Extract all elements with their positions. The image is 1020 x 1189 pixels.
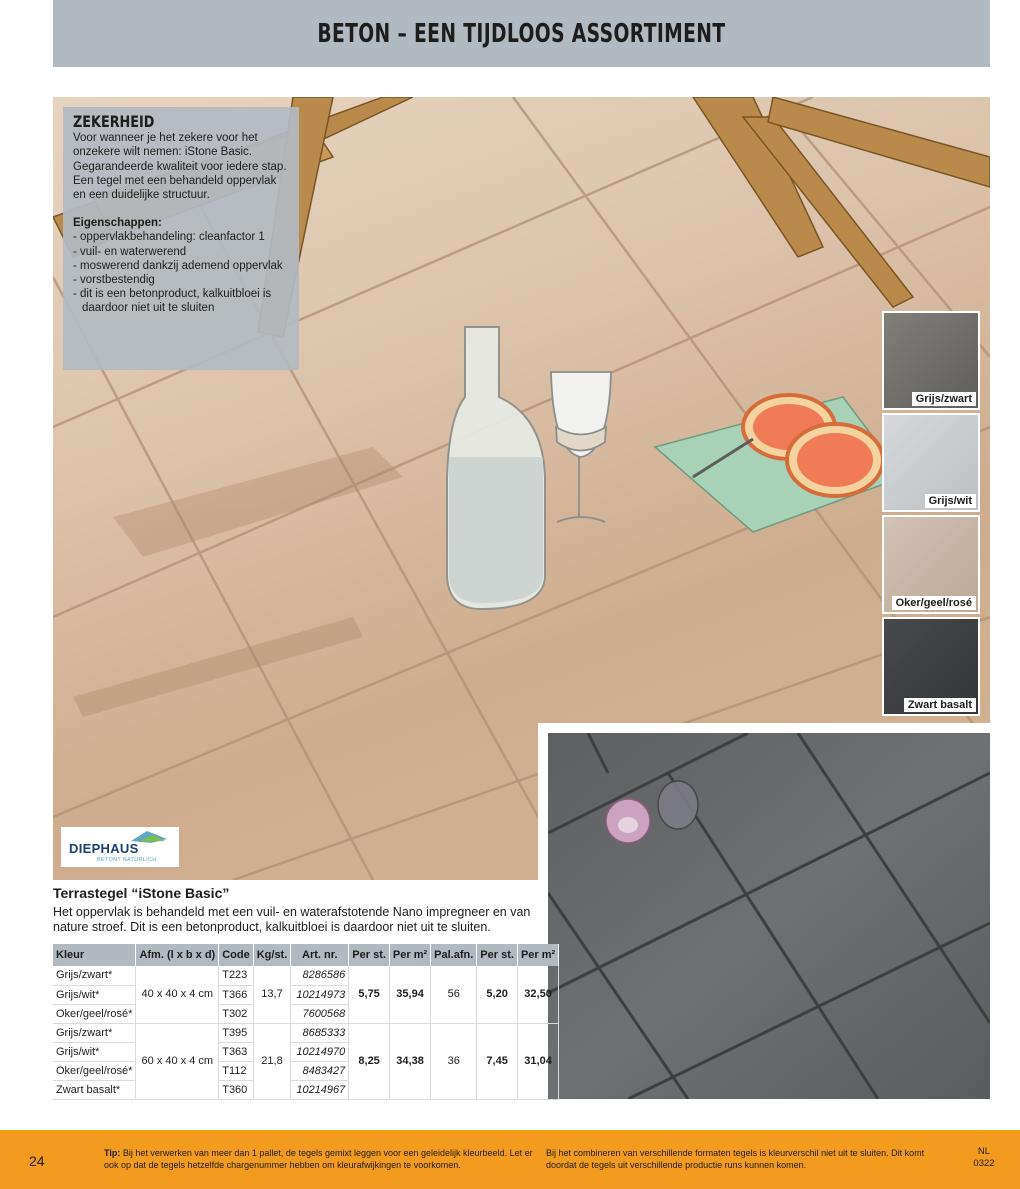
tip-text: Bij het verwerken van meer dan 1 pallet, de tegels gemixt leggen voor een geleidelijk kleurbeeld. Let er ook op dat de tegels hetzelfde chargenummer hebben om kleurafwijkingen te voorkomen. xyxy=(104,1148,533,1170)
price-table xyxy=(53,944,559,1100)
property-item: - vorstbestendig xyxy=(73,274,155,287)
cell-code: T360 xyxy=(219,1080,254,1099)
properties-title: Eigenschappen: xyxy=(73,217,162,230)
cell-artnr: 10214970 xyxy=(291,1042,349,1061)
cell-artnr: 10214967 xyxy=(291,1080,349,1099)
swatch-label: Oker/geel/rosé xyxy=(892,596,976,610)
cell-artnr: 8483427 xyxy=(291,1061,349,1080)
info-title: ZEKERHEID xyxy=(73,112,155,131)
tip-label: Tip: xyxy=(104,1148,121,1158)
page-title: BETON – EEN TIJDLOOS ASSORTIMENT xyxy=(317,18,726,49)
col-pal-afn: Pal.afn. xyxy=(431,944,477,966)
cell-pal-per-m2: 32,50 xyxy=(517,966,558,1023)
swatch-label: Grijs/wit xyxy=(925,494,976,508)
cell-kleur: Zwart basalt* xyxy=(53,1080,136,1099)
diephaus-logo xyxy=(61,827,179,867)
cell-artnr: 8286586 xyxy=(291,966,349,985)
cell-pal-per-m2: 31,04 xyxy=(517,1023,558,1099)
dark-tiles-illustration xyxy=(548,733,990,1099)
cell-per-st: 8,25 xyxy=(349,1023,390,1099)
cell-artnr: 7600568 xyxy=(291,1004,349,1023)
footer-tip xyxy=(104,1148,544,1171)
cell-code: T366 xyxy=(219,985,254,1004)
col-pal-per-st: Per st. xyxy=(477,944,518,966)
cell-pal-afn: 56 xyxy=(431,966,477,1023)
swatch-label: Zwart basalt xyxy=(904,698,976,712)
property-item: - moswerend dankzij ademend oppervlak xyxy=(73,259,283,272)
col-artnr: Art. nr. xyxy=(291,944,349,966)
cell-kg: 13,7 xyxy=(253,966,291,1023)
property-item: - dit is een betonproduct, kalkuitbloei is daardoor niet uit te sluiten xyxy=(73,288,272,315)
swatch-zwart-basalt xyxy=(882,617,980,716)
info-box xyxy=(63,107,299,370)
col-kg: Kg/st. xyxy=(253,944,291,966)
cell-afmeting: 60 x 40 x 4 cm xyxy=(136,1023,219,1099)
cell-per-m2: 34,38 xyxy=(389,1023,430,1099)
cell-artnr: 8685333 xyxy=(291,1023,349,1042)
col-per-st: Per st. xyxy=(349,944,390,966)
secondary-photo-frame xyxy=(538,723,1000,1109)
dark-tiles-photo xyxy=(548,733,990,1099)
cell-code: T302 xyxy=(219,1004,254,1023)
footer-code xyxy=(964,1146,1004,1169)
swatch-grijs-zwart xyxy=(882,311,980,410)
col-afmeting: Afm. (l x b x d) xyxy=(136,944,219,966)
cell-pal-afn: 36 xyxy=(431,1023,477,1099)
cell-code: T363 xyxy=(219,1042,254,1061)
page-number: 24 xyxy=(29,1153,45,1169)
product-description: Het oppervlak is behandeld met een vuil- en waterafstotende Nano impregneer en van nature stroef. Dit is een betonproduct, kalkuitbloei is daardoor niet uit te sluiten. xyxy=(53,905,531,934)
table-row xyxy=(53,966,559,985)
col-per-m2: Per m² xyxy=(389,944,430,966)
swatch-grijs-wit xyxy=(882,413,980,512)
col-kleur: Kleur xyxy=(53,944,136,966)
cell-kleur: Grijs/zwart* xyxy=(53,966,136,985)
swatch-oker-geel-rose xyxy=(882,515,980,614)
header-bar xyxy=(53,0,990,67)
table-row xyxy=(53,1023,559,1042)
cell-code: T223 xyxy=(219,966,254,985)
cell-per-st: 5,75 xyxy=(349,966,390,1023)
cell-artnr: 10214973 xyxy=(291,985,349,1004)
color-swatches xyxy=(882,311,982,719)
col-pal-per-m2: Per m² xyxy=(517,944,558,966)
info-intro: Voor wanneer je het zekere voor het onzekere wilt nemen: iStone Basic. Gegarandeerde kwaliteit voor iedere stap. Een tegel met een behandeld oppervlak en een duidelijke structuur. xyxy=(73,132,287,202)
cell-kleur: Grijs/wit* xyxy=(53,985,136,1004)
properties-list xyxy=(73,230,289,315)
cell-code: T395 xyxy=(219,1023,254,1042)
cell-kleur: Oker/geel/rosé* xyxy=(53,1004,136,1023)
region-code: NL xyxy=(977,1146,991,1157)
cell-kg: 21,8 xyxy=(253,1023,291,1099)
logo-brand: DIEPHAUS xyxy=(69,841,139,856)
product-title: Terrastegel “iStone Basic” xyxy=(53,885,230,901)
cell-kleur: Grijs/zwart* xyxy=(53,1023,136,1042)
property-item: - oppervlakbehandeling: cleanfactor 1 xyxy=(73,231,265,244)
cell-afmeting: 40 x 40 x 4 cm xyxy=(136,966,219,1023)
logo-tagline: BETONT NATÜRLICH. xyxy=(97,857,159,863)
swatch-label: Grijs/zwart xyxy=(912,392,976,406)
cell-kleur: Grijs/wit* xyxy=(53,1042,136,1061)
cell-kleur: Oker/geel/rosé* xyxy=(53,1061,136,1080)
footer-note: Bij het combineren van verschillende formaten tegels is kleurverschil niet uit te sluiten. Dit komt doordat de tegels uit verschillende productie runs kunnen komen. xyxy=(546,1148,925,1170)
footer-bar xyxy=(0,1130,1020,1189)
property-item: - vuil- en waterwerend xyxy=(73,245,187,258)
cell-per-m2: 35,94 xyxy=(389,966,430,1023)
edition-code: 0322 xyxy=(973,1157,995,1169)
table-header-row xyxy=(53,944,559,966)
col-code: Code xyxy=(219,944,254,966)
cell-pal-per-st: 7,45 xyxy=(477,1023,518,1099)
cell-pal-per-st: 5,20 xyxy=(477,966,518,1023)
cell-code: T112 xyxy=(219,1061,254,1080)
